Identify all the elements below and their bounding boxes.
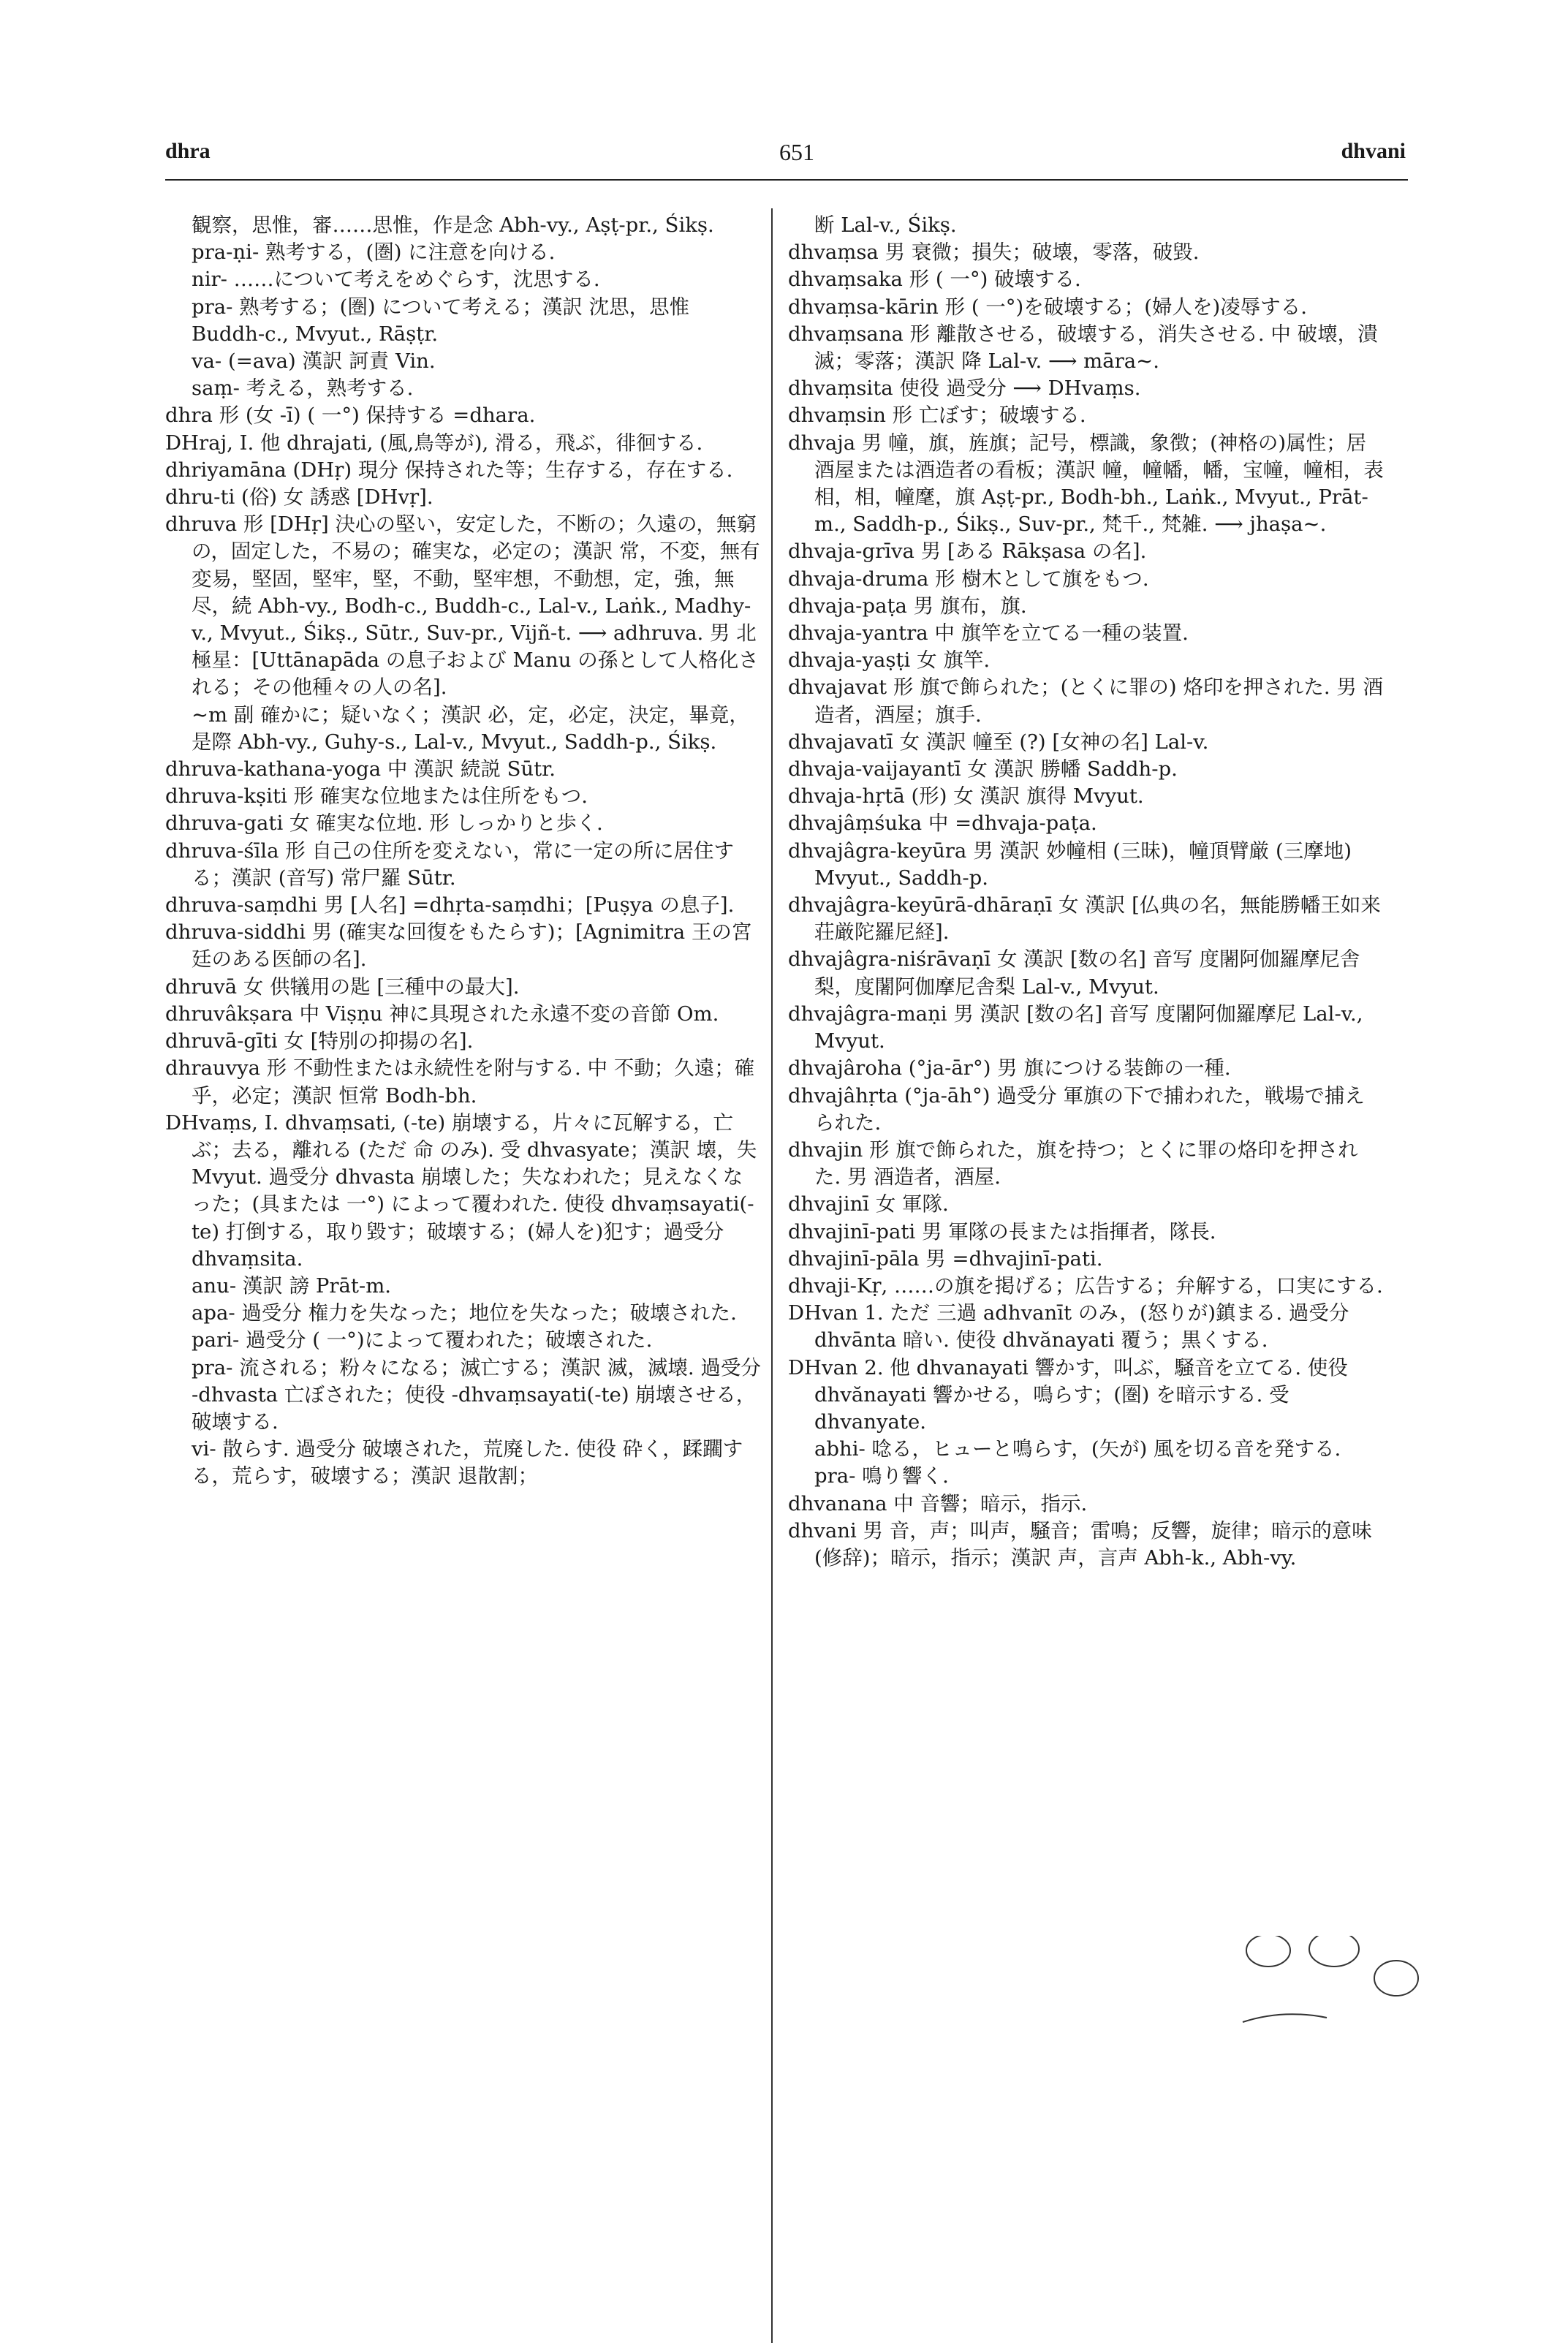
dictionary-entry: pra- 鳴り響く. [814, 1464, 949, 1488]
dictionary-entry: apa- 過受分 権力を失なった；地位を失なった；破壊された. [192, 1301, 737, 1325]
dictionary-entry: dhvaja-paṭa 男 旗布，旗. [788, 594, 1027, 618]
page-number: 651 [779, 139, 814, 165]
dictionary-entry: dhvaṃsita 使役 過受分 ⟶ DHvaṃs. [788, 376, 1141, 401]
dictionary-entry: dhruvâkṣara 中 Viṣṇu 神に具現された永遠不変の音節 Om. [165, 1002, 719, 1026]
dictionary-entry: dhvaja 男 幢，旗，旌旗；記号，標識，象徴；(神格の)属性；居酒屋または酒造者の看板；漢訳 幢，幢幡，幡，宝幢，幢相，表相，相，幢麾，旗 Aṣṭ-pr., Bodh-bh., Laṅk., Mvyut., Prāt-m., Saddh-p., Śikṣ., Suv-pr., 梵千., 梵雑. ⟶ jhaṣa∼. [788, 431, 1384, 537]
dictionary-entry: dhru-ti (俗) 女 誘惑 [DHvṛ]. [165, 485, 433, 510]
running-head-right: dhvani [1341, 139, 1406, 163]
dictionary-entry: dhvanana 中 音響；暗示，指示. [788, 1491, 1088, 1515]
dictionary-entry: DHraj, I. 他 dhrajati, (風,鳥等が), 滑る，飛ぶ，徘徊する. [165, 431, 703, 455]
dictionary-entry: nir- ……について考えをめぐらす，沈思する. [192, 268, 600, 292]
dictionary-entry: DHvaṃs, I. dhvaṃsati, (-te) 崩壊する，片々に瓦解する，亡ぶ；去る，離れる (ただ 命 のみ). 受 dhvasyate；漢訳 壊，失 Mvyut. 過受分 dhvasta 崩壊した；失なわれた；見えなくなった；(具または 一°) によって覆われた. 使役 dhvaṃsayati(-te) 打倒する，取り毀す；破壊する；(婦人を)犯す；過受分 dhvaṃsita. [165, 1110, 757, 1271]
dictionary-entry: dhvajâṃśuka 中 =dhvaja-paṭa. [788, 811, 1097, 836]
dictionary-entry: va- (=ava) 漢訳 訶責 Vin. [192, 349, 436, 374]
dictionary-entry: dhvajavatī 女 漢訳 幢至 (?) [女神の名] Lal-v. [788, 730, 1209, 754]
dictionary-entry: 観察，思惟，審……思惟，作是念 Abh-vy., Aṣṭ-pr., Śikṣ. [192, 213, 714, 237]
left-column [165, 212, 761, 1491]
dictionary-entry: dhruva-siddhi 男 (確実な回復をもたらす)；[Agnimitra 王の宮廷のある医師の名]. [165, 920, 752, 972]
dictionary-entry: dhriyamāna (DHṛ) 現分 保持された等；生存する，存在する. [165, 458, 733, 482]
dictionary-entry: dhvajâgra-niśrāvaṇī 女 漢訳 [数の名] 音写 度闍阿伽羅摩尼舎梨，度闍阿伽摩尼舎梨 Lal-v., Mvyut. [788, 947, 1360, 999]
dictionary-entry: dhvajinī-pāla 男 =dhvajinī-pati. [788, 1246, 1103, 1271]
dictionary-entry: dhruva-śīla 形 自己の住所を変えない，常に一定の所に居住する；漢訳 (音写) 常尸羅 Sūtr. [165, 839, 734, 890]
dictionary-entry: dhruvā 女 供犠用の匙 [三種中の最大]. [165, 974, 520, 999]
dictionary-entry: dhruva 形 [DHṛ] 決心の堅い，安定した，不断の；久遠の，無窮の，固定した，不易の；確実な，必定の；漢訳 常，不変，無有変易，堅固，堅牢，堅，不動，堅牢想，不動想，定，強，無尽，続 Abh-vy., Bodh-c., Buddh-c., Lal-v., Laṅk., Madhy-v., Mvyut., Śikṣ., Sūtr., Suv-pr., Vijñ-t. ⟶ adhruva. 男 北極星：[Uttānapāda の息子および Manu の孫として人格化される；その他種々の人の名]. [165, 512, 760, 700]
dictionary-entry: pra-ṇi- 熟考する，(圏) に注意を向ける. [192, 241, 556, 265]
dictionary-entry: dhrauvya 形 不動性または永続性を附与する. 中 不動；久遠；確乎，必定；漢訳 恒常 Bodh-bh. [165, 1056, 755, 1108]
header-rule [165, 179, 1408, 181]
dictionary-entry: DHvan 1. ただ 三過 adhvanīt のみ，(怒りが)鎮まる. 過受分 dhvānta 暗い. 使役 dhvănayati 覆う；黒くする. [788, 1301, 1349, 1352]
running-head-left: dhra [165, 139, 211, 163]
dictionary-entry: dhvaṃsa-kārin 形 ( 一°)を破壊する；(婦人を)凌辱する. [788, 295, 1307, 319]
dictionary-entry: dhvaja-hṛtā (形) 女 漢訳 旗得 Mvyut. [788, 784, 1144, 809]
dictionary-entry: dhruvā-gīti 女 [特別の抑揚の名]. [165, 1029, 474, 1053]
dictionary-entry: dhra 形 (女 -ī) ( 一°) 保持する =dhara. [165, 404, 536, 428]
dictionary-entry: dhvajavat 形 旗で飾られた；(とくに罪の) 烙印を押された. 男 酒造者，酒屋；旗手. [788, 675, 1384, 727]
dictionary-entry: dhruva-gati 女 確実な位地. 形 しっかりと歩く. [165, 811, 603, 836]
dictionary-entry: pra- 流される；粉々になる；滅亡する；漢訳 滅，滅壊. 過受分 -dhvasta 亡ぼされた；使役 -dhvaṃsayati(-te) 崩壊させる，破壊する. [192, 1355, 761, 1434]
dictionary-entry: dhvajâhṛta (°ja-āh°) 過受分 軍旗の下で捕われた，戦場で捕えられた. [788, 1083, 1365, 1135]
dictionary-entry: pari- 過受分 ( 一°)によって覆われた；破壊された. [192, 1328, 653, 1352]
dictionary-entry: vi- 散らす. 過受分 破壊された，荒廃した. 使役 砕く，蹂躙する，荒らす，破壊する；漢訳 退散割； [192, 1437, 743, 1488]
dictionary-entry: DHvan 2. 他 dhvanayati 響かす，叫ぶ，騒音を立てる. 使役 dhvănayati 響かせる，鳴らす；(圏) を暗示する. 受 dhvanyate. [788, 1355, 1348, 1434]
dictionary-entry: dhvajinī 女 軍隊. [788, 1192, 949, 1216]
dictionary-entry: ∼m 副 確かに；疑いなく；漢訳 必，定，必定，決定，畢竟，是際 Abh-vy., Guhy-s., Lal-v., Mvyut., Saddh-p., Śikṣ. [192, 703, 749, 754]
dictionary-entry: dhvajâgra-keyūrā-dhāraṇī 女 漢訳 [仏典の名，無能勝幡王如来荘厳陀羅尼経]. [788, 893, 1381, 945]
dictionary-entry: dhvajin 形 旗で飾られた，旗を持つ；とくに罪の烙印を押された. 男 酒造者，酒屋. [788, 1138, 1358, 1189]
dictionary-entry: dhvaji-Kṛ, ……の旗を掲げる；広告する；弁解する，口実にする. [788, 1273, 1383, 1298]
dictionary-entry: dhvaṃsin 形 亡ぼす；破壊する. [788, 404, 1086, 428]
dictionary-entry: dhvaja-vaijayantī 女 漢訳 勝幡 Saddh-p. [788, 757, 1178, 781]
dictionary-entry: dhruva-kṣiti 形 確実な位地または住所をもつ. [165, 784, 588, 809]
dictionary-entry: dhvaja-druma 形 樹木として旗をもつ. [788, 567, 1149, 591]
dictionary-entry: dhvaja-yantra 中 旗竿を立てる一種の装置. [788, 621, 1189, 646]
dictionary-entry: anu- 漢訳 謗 Prāt-m. [192, 1273, 392, 1298]
dictionary-entry: dhvajâgra-maṇi 男 漢訳 [数の名] 音写 度闍阿伽羅摩尼 Lal-v., Mvyut. [788, 1002, 1363, 1053]
column-divider [771, 208, 773, 2343]
handwritten-annotation-marks [1239, 1936, 1429, 2031]
dictionary-entry: dhvaja-yaṣṭi 女 旗竿. [788, 648, 991, 673]
dictionary-entry: dhvaṃsa 男 衰微；損失；破壊，零落，破毀. [788, 241, 1200, 265]
dictionary-entry: dhvani 男 音，声；叫声，騒音；雷鳴；反響，旋律；暗示的意味 (修辞)；暗示，指示；漢訳 声，言声 Abh-k., Abh-vy. [788, 1518, 1372, 1570]
dictionary-entry: dhvajinī-pati 男 軍隊の長または指揮者，隊長. [788, 1219, 1216, 1244]
right-column [788, 212, 1384, 1572]
dictionary-entry: abhi- 唸る，ヒューと鳴らす，(矢が) 風を切る音を発する. [814, 1437, 1341, 1461]
dictionary-entry: dhruva-saṃdhi 男 [人名] =dhṛta-saṃdhi；[Puṣya の息子]. [165, 893, 735, 917]
dictionary-entry: dhvaja-grīva 男 [ある Rākṣasa の名]. [788, 540, 1147, 564]
dictionary-entry: dhvaṃsaka 形 ( 一°) 破壊する. [788, 268, 1081, 292]
dictionary-entry: dhvaṃsana 形 離散させる，破壊する，消失させる. 中 破壊，潰滅；零落；漢訳 降 Lal-v. ⟶ māra∼. [788, 322, 1378, 374]
dictionary-entry: dhruva-kathana-yoga 中 漢訳 続説 Sūtr. [165, 757, 556, 781]
dictionary-entry: dhvajâgra-keyūra 男 漢訳 妙幢相 (三昧)，幢頂臂厳 (三摩地) Mvyut., Saddh-p. [788, 839, 1352, 890]
dictionary-entry: 断 Lal-v., Śikṣ. [814, 213, 957, 237]
dictionary-entry: saṃ- 考える，熟考する. [192, 376, 414, 401]
dictionary-entry: pra- 熟考する；(圏) について考える；漢訳 沈思，思惟 Buddh-c., Mvyut., Rāṣṭr. [192, 295, 690, 346]
dictionary-entry: dhvajâroha (°ja-ār°) 男 旗につける装飾の一種. [788, 1056, 1231, 1080]
